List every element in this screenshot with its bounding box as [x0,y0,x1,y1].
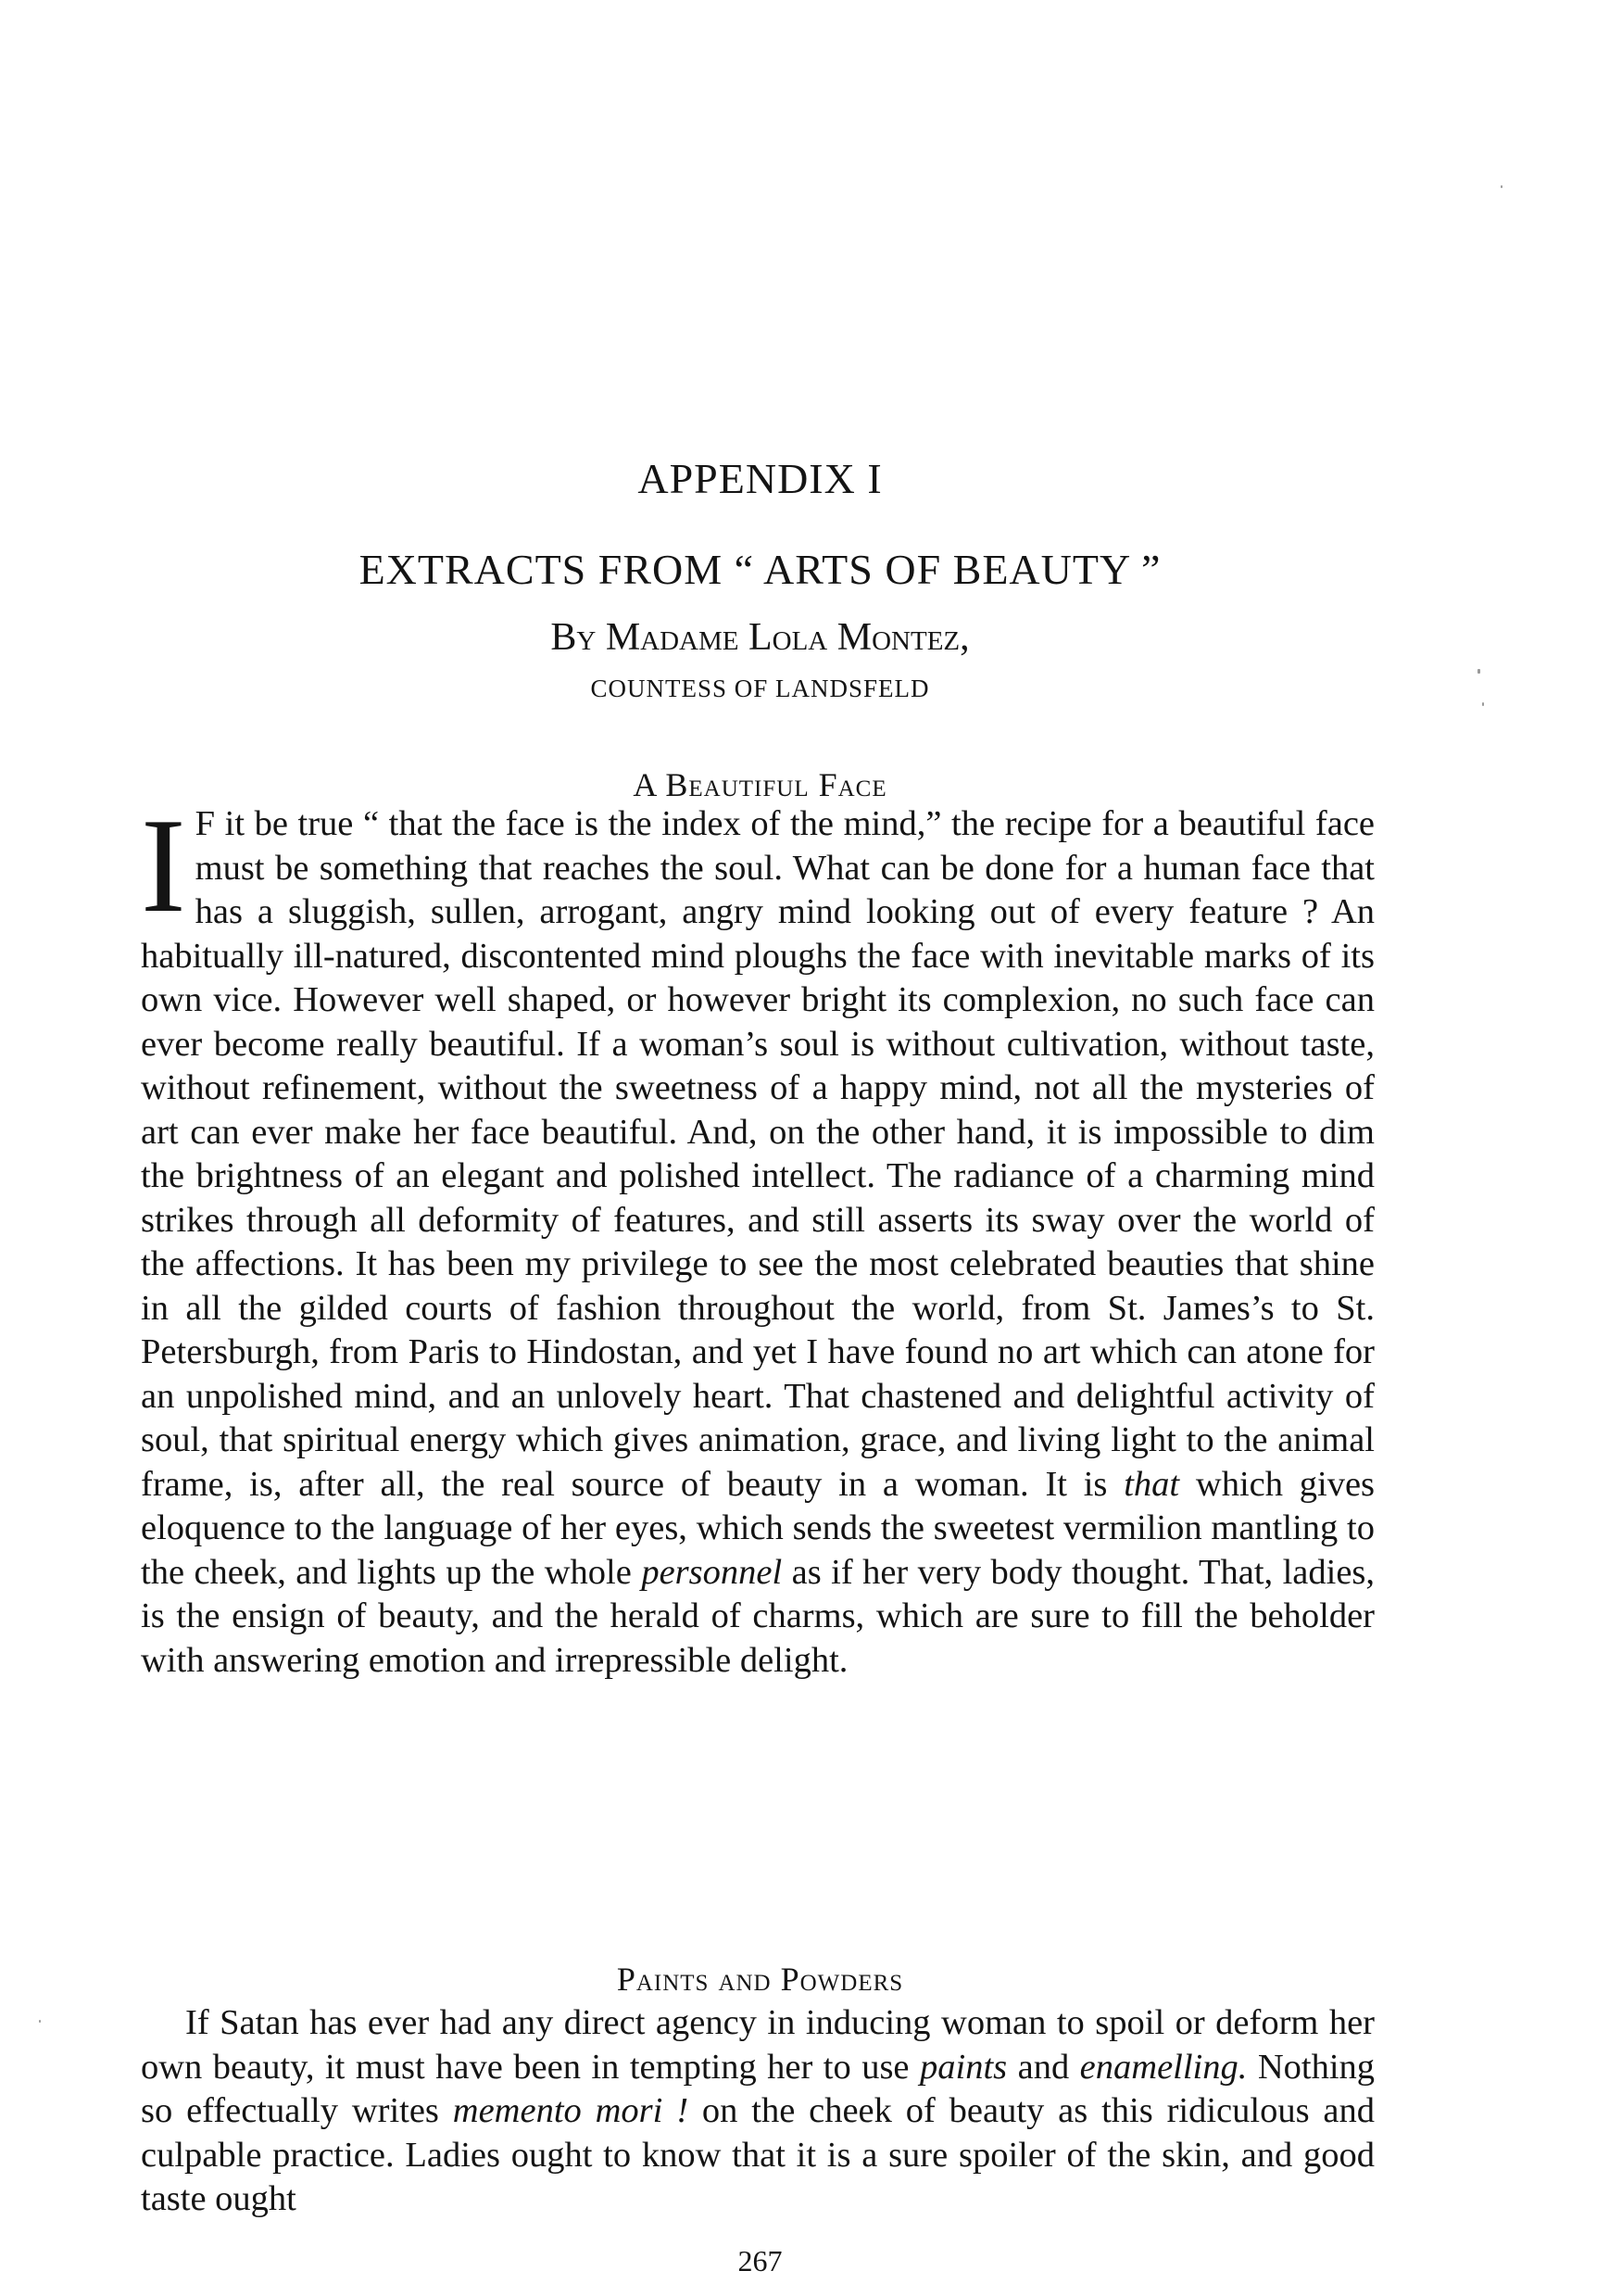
scan-speck [1482,702,1484,706]
italic-word: personnel [641,1552,783,1592]
paragraph-text: If Satan has ever had any direct agency in inducing woman to spoil or deform her own beauty, it must have been in tempting her to use [141,2003,1375,2087]
paragraph-text: as if her very body thought. That, ladies, is the ensign of beauty, and the herald of charms, which are sure to fill the beholder with answering emotion and irrepressible delight. [141,1552,1376,1680]
section-heading-beautiful-face: A Beautiful Face [633,766,887,803]
section-heading-paints-and-powders: Paints and Powders [616,1961,904,1998]
scan-speck [1501,185,1503,188]
extracts-title: EXTRACTS FROM “ ARTS OF BEAUTY ” [358,546,1162,593]
italic-word: memento mori ! [452,2091,689,2130]
paragraph-text: Nothing so effectually writes [141,2047,1376,2130]
italic-word: enamelling. [1079,2047,1248,2087]
paragraph-beautiful-face [141,790,1376,1683]
paragraph-text: which gives eloquence to the language of her eyes, which sends the sweetest vermilion mantling to the cheek, and lights up the whole [141,1464,1376,1592]
italic-word: paints [920,2047,1008,2087]
drop-cap: I [141,790,186,940]
paragraph-paints-and-powders [141,2001,1375,2222]
paragraph-text: and [1017,2047,1070,2087]
scan-speck [1477,669,1480,674]
paragraph-text: F it be true “ that the face is the index of the mind,” the recipe for a beautiful face must be something that reaches the soul. What can be done for a human face that has a sluggish, sullen, arrogant, angry mind looking out of every feature ? An habitually ill-natured, discontented mind ploughs the face with inevitable marks of its own vice. However well shaped, or however bright its complexion, no such face can ever become really beautiful. If a woman’s soul is without cultivation, without taste, without refinement, without the sweetness of a happy mind, not all the mysteries of art can ever make her face beautiful. And, on the other hand, it is impossible to dim the brightness of an elegant and polished intellect. The radiance of a charming mind strikes through all deformity of features, and still asserts its sway over the world of the affections. It has been my privilege to see the most celebrated beauties that shine in all the gilded courts of fashion throughout the world, from St. James’s to St. Petersburgh, from Paris to Hindostan, and yet I have found no art which can atone for an unpolished mind, and an unlovely heart. That chastened and delightful activity of soul, that spiritual energy which gives animation, grace, and living light to the animal frame, is, after all, the real source of beauty in a woman. It is [141,804,1375,1504]
appendix-title: APPENDIX I [637,455,883,502]
scan-speck [39,2020,41,2023]
author-title: COUNTESS OF LANDSFELD [590,675,930,702]
paragraph-text: on the cheek of beauty as this ridiculous and culpable practice. Ladies ought to know that it is a sure spoiler of the skin, and good taste ought [141,2091,1375,2218]
author-byline: By Madame Lola Montez, [550,616,970,659]
page-number: 267 [737,2244,783,2277]
italic-word: that [1124,1464,1180,1504]
